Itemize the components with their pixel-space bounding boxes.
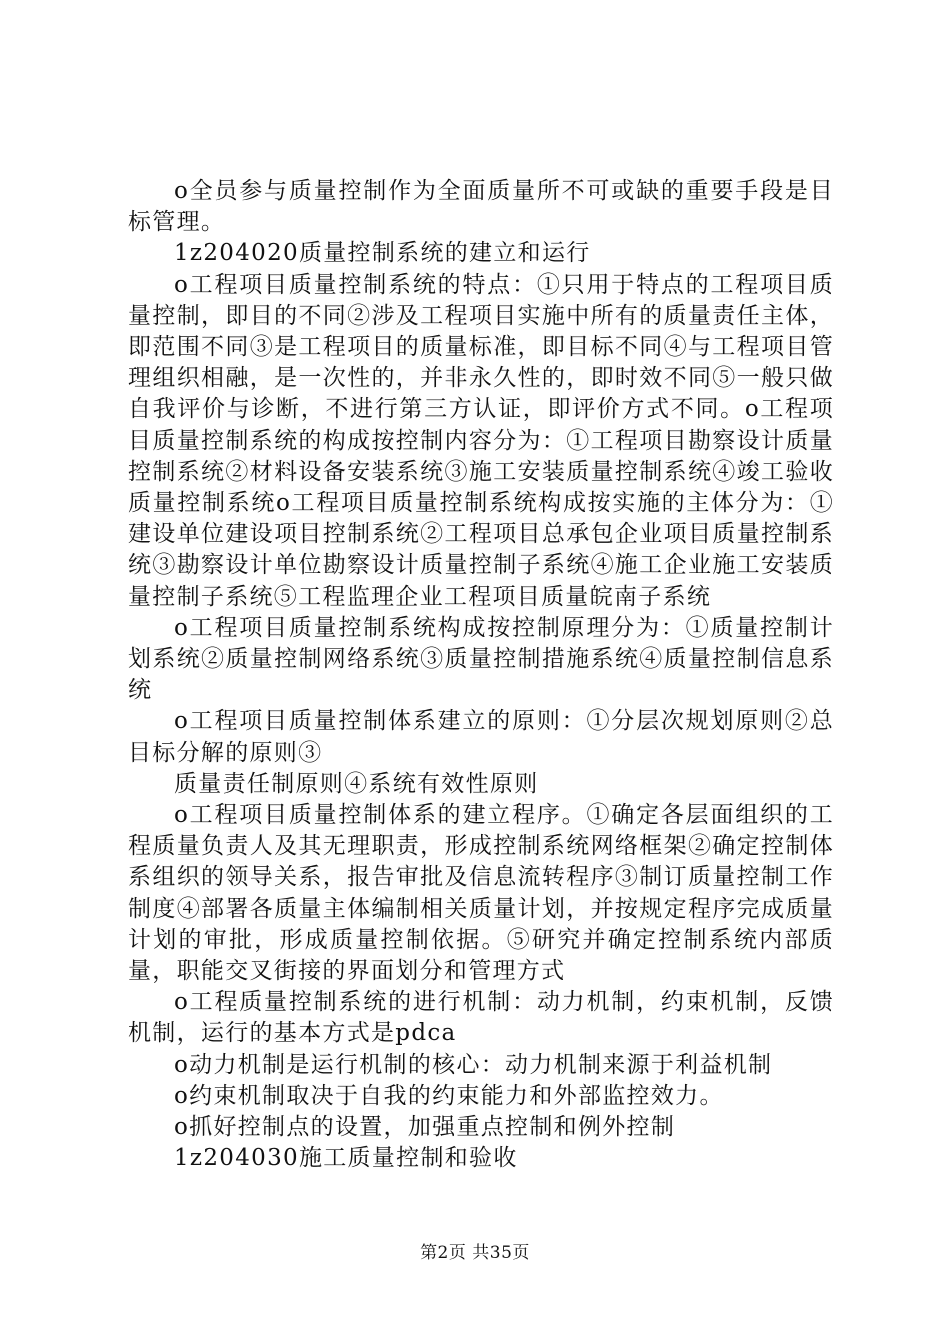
paragraph-operation-mechanism: o工程质量控制系统的进行机制：动力机制，约束机制，反馈机制，运行的基本方式是pdca	[128, 989, 834, 1047]
section-heading-1z204030: 1z204030施工质量控制和验收	[174, 1145, 518, 1172]
paragraph-constraint-mechanism: o约束机制取决于自我的约束能力和外部监控效力。	[174, 1082, 724, 1109]
paragraph-establishment-procedure: o工程项目质量控制体系的建立程序。①确定各层面组织的工程质量负责人及其无理职责，形成控制系统网络框架②确定控制体系组织的领导关系，报告审批及信息流转程序③制订质量控制工作制度④部署各质量主体编制相关质量计划，并按规定程序完成质量计划的审批，形成质量控制依据。⑤研究并确定控制系统内部质量，职能交叉街接的界面划分和管理方式	[128, 802, 834, 985]
paragraph-establishment-principles: o工程项目质量控制体系建立的原则：①分层次规划原则②总目标分解的原则③	[128, 708, 834, 766]
paragraph-control-principle: o工程项目质量控制系统构成按控制原理分为：①质量控制计划系统②质量控制网络系统③质量控制措施系统④质量控制信息系统	[128, 614, 834, 704]
paragraph-principles-continued: 质量责任制原则④系统有效性原则	[174, 770, 539, 797]
paragraph-control-points: o抓好控制点的设置，加强重点控制和例外控制	[174, 1114, 676, 1141]
document-body	[128, 176, 834, 1175]
paragraph-full-participation: o全员参与质量控制作为全面质量所不可或缺的重要手段是目标管理。	[128, 178, 834, 236]
paragraph-driving-mechanism: o动力机制是运行机制的核心：动力机制来源于利益机制	[174, 1051, 773, 1078]
page-number-footer: 第2页 共35页	[420, 1243, 530, 1263]
paragraph-system-characteristics: o工程项目质量控制系统的特点：①只用于特点的工程项目质量控制，即目的不同②涉及工程项目实施中所有的质量责任主体，即范围不同③是工程项目的质量标准，即目标不同④与工程项目管理组织相融，是一次性的，并非永久性的，即时效不同⑤一般只做自我评价与诊断，不进行第三方认证，即评价方式不同。o工程项目质量控制系统的构成按控制内容分为：①工程项目勘察设计质量控制系统②材料设备安装系统③施工安装质量控制系统④竣工验收质量控制系统o工程项目质量控制系统构成按实施的主体分为：①建设单位建设项目控制系统②工程项目总承包企业项目质量控制系统③勘察设计单位勘察设计质量控制子系统④施工企业施工安装质量控制子系统⑤工程监理企业工程项目质量皖南子系统	[128, 271, 834, 610]
section-heading-1z204020: 1z204020质量控制系统的建立和运行	[174, 240, 591, 267]
